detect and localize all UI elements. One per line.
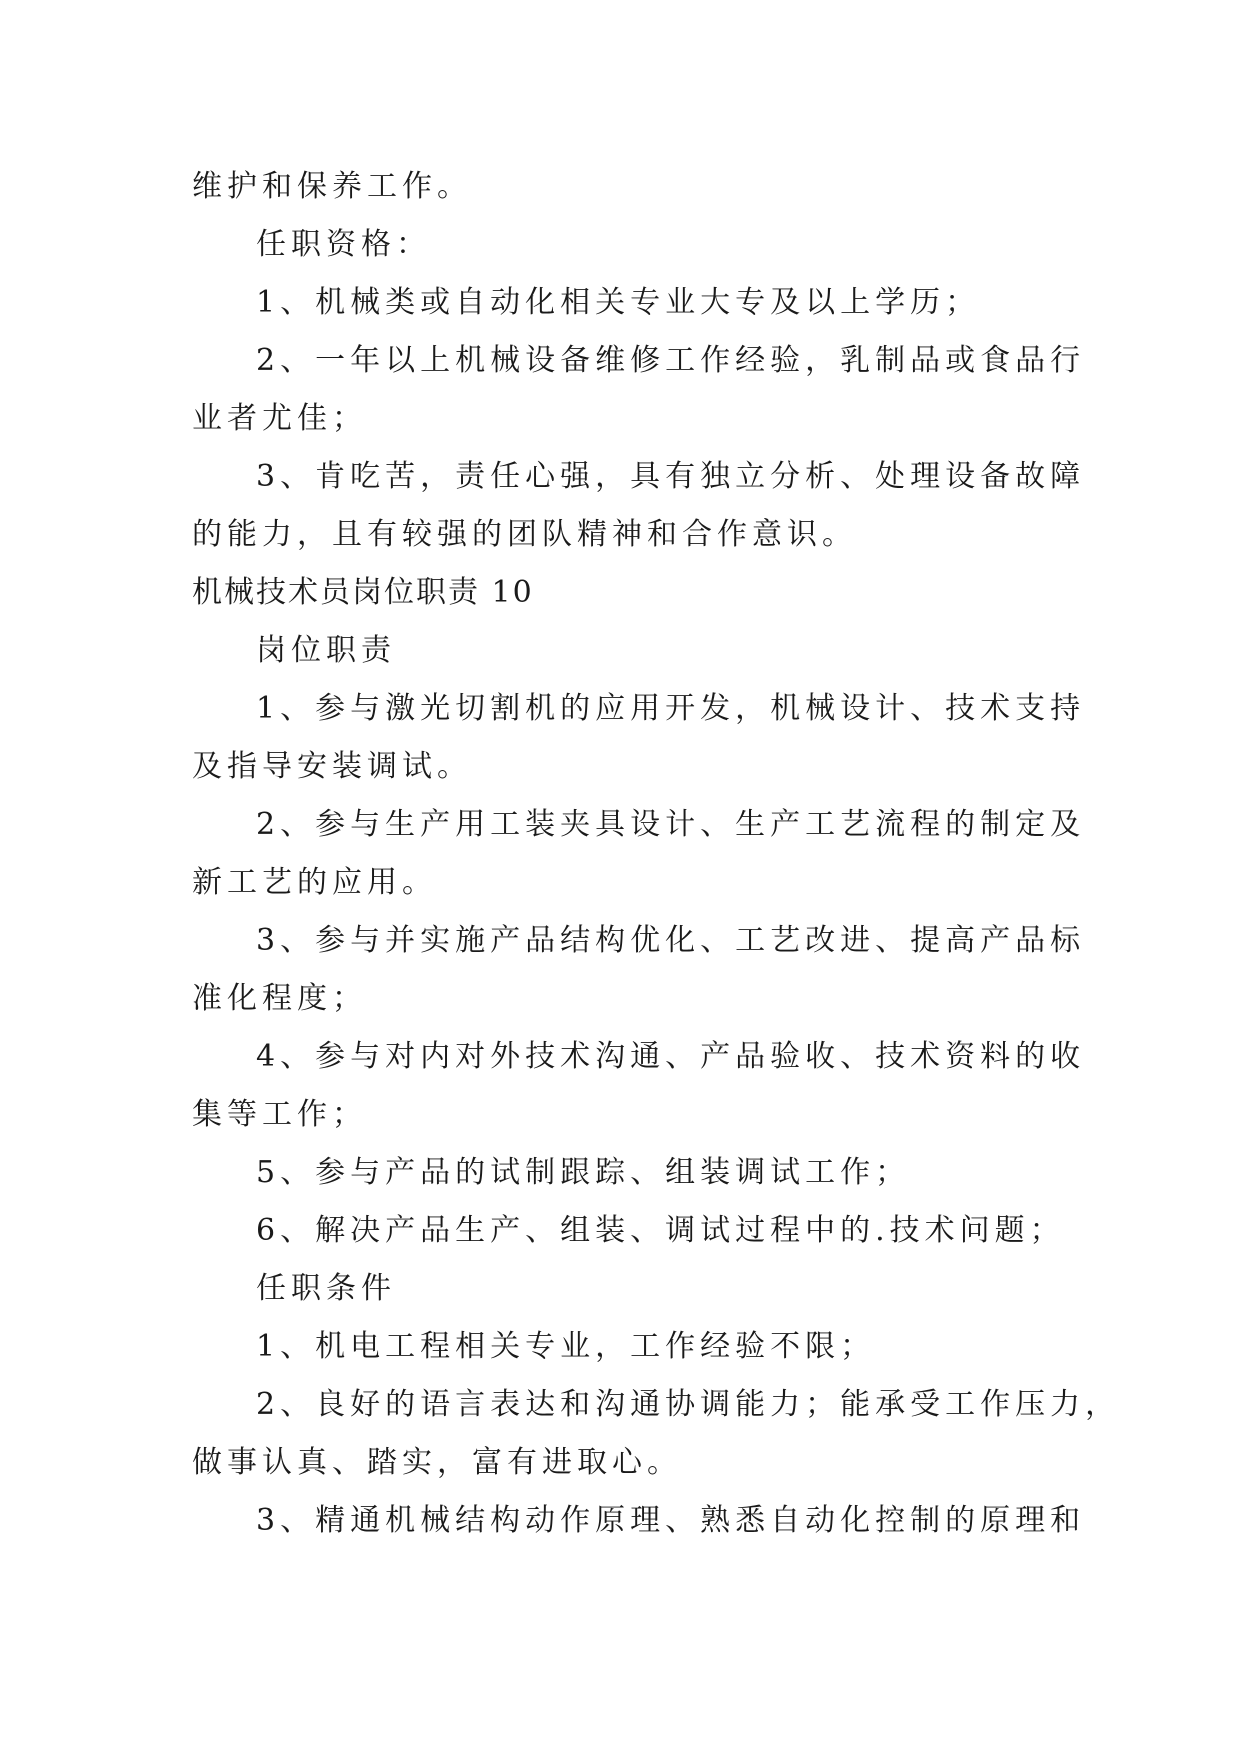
document-body — [192, 158, 1121, 1550]
section-heading-requirements: 任职条件 — [256, 1271, 396, 1306]
list-item: 1、机械类或自动化相关专业大专及以上学历； — [256, 285, 981, 320]
list-item-continuation: 集等工作； — [192, 1097, 367, 1132]
list-item: 2、一年以上机械设备维修工作经验，乳制品或食品行 — [256, 343, 1086, 378]
list-item-continuation: 业者尤佳； — [192, 401, 367, 436]
list-item: 3、精通机械结构动作原理、熟悉自动化控制的原理和 — [256, 1503, 1086, 1538]
document-section-title: 机械技术员岗位职责 10 — [192, 575, 534, 610]
list-item: 6、解决产品生产、组装、调试过程中的.技术问题； — [256, 1213, 1065, 1248]
list-item-continuation: 准化程度； — [192, 981, 367, 1016]
section-heading-qualifications: 任职资格： — [256, 227, 431, 262]
list-item: 2、参与生产用工装夹具设计、生产工艺流程的制定及 — [256, 807, 1086, 842]
section-heading-duties: 岗位职责 — [256, 633, 396, 668]
list-item: 3、参与并实施产品结构优化、工艺改进、提高产品标 — [256, 923, 1086, 958]
list-item-continuation: 的能力，且有较强的团队精神和合作意识。 — [192, 517, 857, 552]
list-item-continuation: 及指导安装调试。 — [192, 749, 472, 784]
list-item-continuation: 新工艺的应用。 — [192, 865, 437, 900]
list-item: 1、参与激光切割机的应用开发，机械设计、技术支持 — [256, 691, 1086, 726]
paragraph-line: 维护和保养工作。 — [192, 169, 472, 204]
list-item: 4、参与对内对外技术沟通、产品验收、技术资料的收 — [256, 1039, 1086, 1074]
list-item: 2、良好的语言表达和沟通协调能力；能承受工作压力， — [256, 1387, 1121, 1422]
list-item-continuation: 做事认真、踏实，富有进取心。 — [192, 1445, 682, 1480]
list-item: 3、肯吃苦，责任心强，具有独立分析、处理设备故障 — [256, 459, 1086, 494]
list-item: 1、机电工程相关专业，工作经验不限； — [256, 1329, 876, 1364]
list-item: 5、参与产品的试制跟踪、组装调试工作； — [256, 1155, 911, 1190]
